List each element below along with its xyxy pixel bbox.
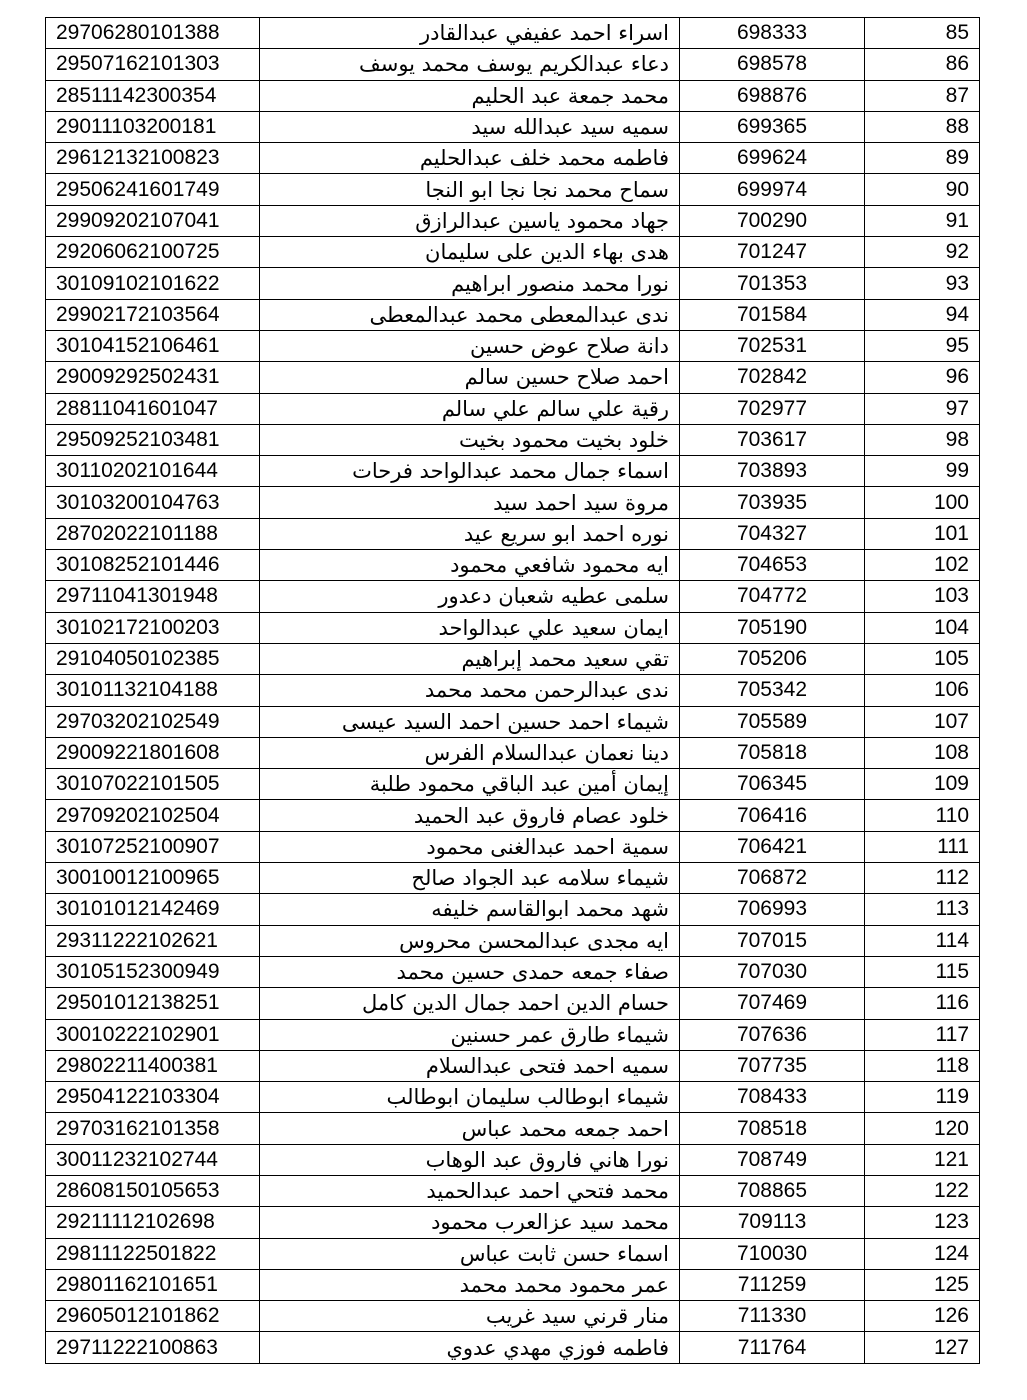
record-code-cell: 699624: [680, 143, 865, 174]
table-row: [46, 424, 980, 455]
row-number-cell: 89: [865, 143, 980, 174]
full-name-cell: سميه احمد فتحى عبدالسلام: [260, 1050, 680, 1081]
row-number-cell: 93: [865, 268, 980, 299]
record-code-cell: 708749: [680, 1144, 865, 1175]
table-row: [46, 925, 980, 956]
row-number-cell: 111: [865, 831, 980, 862]
national-id-cell: 29506241601749: [46, 174, 260, 205]
table-row: [46, 49, 980, 80]
table-row: [46, 330, 980, 361]
row-number-cell: 127: [865, 1332, 980, 1363]
table-row: [46, 1238, 980, 1269]
table-row: [46, 612, 980, 643]
full-name-cell: شيماء سلامه عبد الجواد صالح: [260, 863, 680, 894]
record-code-cell: 705342: [680, 675, 865, 706]
national-id-cell: 30107022101505: [46, 769, 260, 800]
record-code-cell: 704327: [680, 518, 865, 549]
table-row: [46, 1332, 980, 1363]
row-number-cell: 85: [865, 18, 980, 49]
record-code-cell: 703935: [680, 487, 865, 518]
records-table-body: [46, 18, 980, 1364]
record-code-cell: 700290: [680, 205, 865, 236]
row-number-cell: 113: [865, 894, 980, 925]
row-number-cell: 95: [865, 330, 980, 361]
row-number-cell: 112: [865, 863, 980, 894]
national-id-cell: 30110202101644: [46, 456, 260, 487]
row-number-cell: 103: [865, 581, 980, 612]
table-row: [46, 894, 980, 925]
record-code-cell: 711330: [680, 1301, 865, 1332]
full-name-cell: محمد فتحي احمد عبدالحميد: [260, 1175, 680, 1206]
record-code-cell: 701584: [680, 299, 865, 330]
full-name-cell: دينا نعمان عبدالسلام الفرس: [260, 737, 680, 768]
record-code-cell: 705206: [680, 643, 865, 674]
record-code-cell: 701247: [680, 237, 865, 268]
record-code-cell: 706416: [680, 800, 865, 831]
record-code-cell: 707030: [680, 956, 865, 987]
national-id-cell: 29509252103481: [46, 424, 260, 455]
record-code-cell: 701353: [680, 268, 865, 299]
full-name-cell: شيماء احمد حسين احمد السيد عيسى: [260, 706, 680, 737]
national-id-cell: 29504122103304: [46, 1082, 260, 1113]
record-code-cell: 705190: [680, 612, 865, 643]
full-name-cell: فاطمه فوزي مهدي عدوي: [260, 1332, 680, 1363]
full-name-cell: محمد جمعة عبد الحليم: [260, 80, 680, 111]
full-name-cell: شيماء طارق عمر حسنين: [260, 1019, 680, 1050]
full-name-cell: شيماء ابوطالب سليمان ابوطالب: [260, 1082, 680, 1113]
record-code-cell: 711764: [680, 1332, 865, 1363]
national-id-cell: 29011103200181: [46, 111, 260, 142]
row-number-cell: 121: [865, 1144, 980, 1175]
table-row: [46, 1019, 980, 1050]
table-row: [46, 268, 980, 299]
full-name-cell: ايمان سعيد علي عبدالواحد: [260, 612, 680, 643]
record-code-cell: 708518: [680, 1113, 865, 1144]
row-number-cell: 124: [865, 1238, 980, 1269]
national-id-cell: 29211112102698: [46, 1207, 260, 1238]
table-row: [46, 956, 980, 987]
table-row: [46, 1144, 980, 1175]
national-id-cell: 29703202102549: [46, 706, 260, 737]
record-code-cell: 699365: [680, 111, 865, 142]
row-number-cell: 91: [865, 205, 980, 236]
record-code-cell: 708433: [680, 1082, 865, 1113]
record-code-cell: 706993: [680, 894, 865, 925]
full-name-cell: اسماء حسن ثابت عباس: [260, 1238, 680, 1269]
record-code-cell: 708865: [680, 1175, 865, 1206]
row-number-cell: 86: [865, 49, 980, 80]
national-id-cell: 30103200104763: [46, 487, 260, 518]
table-row: [46, 769, 980, 800]
national-id-cell: 30108252101446: [46, 550, 260, 581]
table-row: [46, 1269, 980, 1300]
national-id-cell: 30109102101622: [46, 268, 260, 299]
row-number-cell: 104: [865, 612, 980, 643]
full-name-cell: منار قرني سيد غريب: [260, 1301, 680, 1332]
record-code-cell: 706421: [680, 831, 865, 862]
row-number-cell: 101: [865, 518, 980, 549]
row-number-cell: 117: [865, 1019, 980, 1050]
table-row: [46, 518, 980, 549]
row-number-cell: 115: [865, 956, 980, 987]
record-code-cell: 703617: [680, 424, 865, 455]
full-name-cell: سمية احمد عبدالغنى محمود: [260, 831, 680, 862]
record-code-cell: 711259: [680, 1269, 865, 1300]
table-row: [46, 550, 980, 581]
record-code-cell: 704772: [680, 581, 865, 612]
full-name-cell: احمد صلاح حسين سالم: [260, 362, 680, 393]
full-name-cell: صفاء جمعه حمدى حسين محمد: [260, 956, 680, 987]
national-id-cell: 30101132104188: [46, 675, 260, 706]
table-row: [46, 800, 980, 831]
full-name-cell: نورا هاني فاروق عبد الوهاب: [260, 1144, 680, 1175]
full-name-cell: فاطمه محمد خلف عبدالحليم: [260, 143, 680, 174]
full-name-cell: هدى بهاء الدين على سليمان: [260, 237, 680, 268]
record-code-cell: 698578: [680, 49, 865, 80]
record-code-cell: 707469: [680, 988, 865, 1019]
row-number-cell: 109: [865, 769, 980, 800]
table-row: [46, 706, 980, 737]
full-name-cell: محمد سيد عزالعرب محمود: [260, 1207, 680, 1238]
record-code-cell: 702842: [680, 362, 865, 393]
row-number-cell: 122: [865, 1175, 980, 1206]
record-code-cell: 707015: [680, 925, 865, 956]
national-id-cell: 29311222102621: [46, 925, 260, 956]
national-id-cell: 29902172103564: [46, 299, 260, 330]
full-name-cell: عمر محمود محمد محمد: [260, 1269, 680, 1300]
table-row: [46, 1050, 980, 1081]
full-name-cell: سلمى عطيه شعبان دعدور: [260, 581, 680, 612]
record-code-cell: 705589: [680, 706, 865, 737]
national-id-cell: 29009221801608: [46, 737, 260, 768]
table-row: [46, 143, 980, 174]
record-code-cell: 710030: [680, 1238, 865, 1269]
national-id-cell: 29802211400381: [46, 1050, 260, 1081]
national-id-cell: 30010012100965: [46, 863, 260, 894]
records-table: [45, 17, 980, 1364]
national-id-cell: 29811122501822: [46, 1238, 260, 1269]
row-number-cell: 120: [865, 1113, 980, 1144]
table-row: [46, 643, 980, 674]
row-number-cell: 88: [865, 111, 980, 142]
national-id-cell: 29909202107041: [46, 205, 260, 236]
national-id-cell: 29104050102385: [46, 643, 260, 674]
national-id-cell: 28511142300354: [46, 80, 260, 111]
row-number-cell: 119: [865, 1082, 980, 1113]
record-code-cell: 699974: [680, 174, 865, 205]
row-number-cell: 106: [865, 675, 980, 706]
national-id-cell: 29009292502431: [46, 362, 260, 393]
national-id-cell: 29206062100725: [46, 237, 260, 268]
row-number-cell: 90: [865, 174, 980, 205]
row-number-cell: 107: [865, 706, 980, 737]
national-id-cell: 30107252100907: [46, 831, 260, 862]
national-id-cell: 28702022101188: [46, 518, 260, 549]
full-name-cell: نوره احمد ابو سريع عيد: [260, 518, 680, 549]
full-name-cell: اسماء جمال محمد عبدالواحد فرحات: [260, 456, 680, 487]
table-row: [46, 988, 980, 1019]
record-code-cell: 705818: [680, 737, 865, 768]
table-row: [46, 863, 980, 894]
full-name-cell: نورا محمد منصور ابراهيم: [260, 268, 680, 299]
table-row: [46, 675, 980, 706]
row-number-cell: 108: [865, 737, 980, 768]
full-name-cell: رقية علي سالم علي سالم: [260, 393, 680, 424]
row-number-cell: 105: [865, 643, 980, 674]
full-name-cell: مروة سيد احمد سيد: [260, 487, 680, 518]
table-row: [46, 237, 980, 268]
row-number-cell: 114: [865, 925, 980, 956]
national-id-cell: 30105152300949: [46, 956, 260, 987]
table-row: [46, 737, 980, 768]
table-row: [46, 581, 980, 612]
national-id-cell: 29703162101358: [46, 1113, 260, 1144]
full-name-cell: ندى عبدالرحمن محمد محمد: [260, 675, 680, 706]
full-name-cell: إيمان أمين عبد الباقي محمود طلبة: [260, 769, 680, 800]
row-number-cell: 102: [865, 550, 980, 581]
row-number-cell: 126: [865, 1301, 980, 1332]
full-name-cell: شهد محمد ابوالقاسم خليفه: [260, 894, 680, 925]
row-number-cell: 96: [865, 362, 980, 393]
table-row: [46, 831, 980, 862]
national-id-cell: 30102172100203: [46, 612, 260, 643]
record-code-cell: 706345: [680, 769, 865, 800]
national-id-cell: 30104152106461: [46, 330, 260, 361]
national-id-cell: 29711222100863: [46, 1332, 260, 1363]
row-number-cell: 92: [865, 237, 980, 268]
table-row: [46, 1113, 980, 1144]
record-code-cell: 698333: [680, 18, 865, 49]
national-id-cell: 29711041301948: [46, 581, 260, 612]
record-code-cell: 702531: [680, 330, 865, 361]
record-code-cell: 704653: [680, 550, 865, 581]
table-row: [46, 362, 980, 393]
national-id-cell: 29706280101388: [46, 18, 260, 49]
full-name-cell: خلود عصام فاروق عبد الحميد: [260, 800, 680, 831]
table-row: [46, 1301, 980, 1332]
table-row: [46, 18, 980, 49]
full-name-cell: جهاد محمود ياسين عبدالرازق: [260, 205, 680, 236]
record-code-cell: 703893: [680, 456, 865, 487]
table-row: [46, 205, 980, 236]
national-id-cell: 29507162101303: [46, 49, 260, 80]
row-number-cell: 110: [865, 800, 980, 831]
table-row: [46, 111, 980, 142]
national-id-cell: 28811041601047: [46, 393, 260, 424]
national-id-cell: 29709202102504: [46, 800, 260, 831]
full-name-cell: دعاء عبدالكريم يوسف محمد يوسف: [260, 49, 680, 80]
row-number-cell: 98: [865, 424, 980, 455]
national-id-cell: 29801162101651: [46, 1269, 260, 1300]
full-name-cell: حسام الدين احمد جمال الدين كامل: [260, 988, 680, 1019]
full-name-cell: دانة صلاح عوض حسين: [260, 330, 680, 361]
full-name-cell: ايه مجدى عبدالمحسن محروس: [260, 925, 680, 956]
row-number-cell: 87: [865, 80, 980, 111]
record-code-cell: 707735: [680, 1050, 865, 1081]
full-name-cell: تقي سعيد محمد إبراهيم: [260, 643, 680, 674]
row-number-cell: 99: [865, 456, 980, 487]
full-name-cell: خلود بخيت محمود بخيت: [260, 424, 680, 455]
table-row: [46, 1175, 980, 1206]
record-code-cell: 709113: [680, 1207, 865, 1238]
full-name-cell: اسراء احمد عفيفي عبدالقادر: [260, 18, 680, 49]
national-id-cell: 28608150105653: [46, 1175, 260, 1206]
table-row: [46, 1207, 980, 1238]
record-code-cell: 707636: [680, 1019, 865, 1050]
full-name-cell: ايه محمود شافعي محمود: [260, 550, 680, 581]
national-id-cell: 30010222102901: [46, 1019, 260, 1050]
national-id-cell: 30011232102744: [46, 1144, 260, 1175]
table-row: [46, 1082, 980, 1113]
full-name-cell: ندى عبدالمعطى محمد عبدالمعطى: [260, 299, 680, 330]
row-number-cell: 123: [865, 1207, 980, 1238]
full-name-cell: سميه سيد عبدالله سيد: [260, 111, 680, 142]
row-number-cell: 94: [865, 299, 980, 330]
table-row: [46, 299, 980, 330]
national-id-cell: 29501012138251: [46, 988, 260, 1019]
record-code-cell: 706872: [680, 863, 865, 894]
row-number-cell: 100: [865, 487, 980, 518]
row-number-cell: 118: [865, 1050, 980, 1081]
full-name-cell: احمد جمعه محمد عباس: [260, 1113, 680, 1144]
row-number-cell: 97: [865, 393, 980, 424]
row-number-cell: 116: [865, 988, 980, 1019]
national-id-cell: 30101012142469: [46, 894, 260, 925]
table-row: [46, 174, 980, 205]
national-id-cell: 29612132100823: [46, 143, 260, 174]
national-id-cell: 29605012101862: [46, 1301, 260, 1332]
table-row: [46, 393, 980, 424]
table-row: [46, 456, 980, 487]
record-code-cell: 698876: [680, 80, 865, 111]
full-name-cell: سماح محمد نجا نجا ابو النجا: [260, 174, 680, 205]
table-row: [46, 80, 980, 111]
record-code-cell: 702977: [680, 393, 865, 424]
table-row: [46, 487, 980, 518]
row-number-cell: 125: [865, 1269, 980, 1300]
